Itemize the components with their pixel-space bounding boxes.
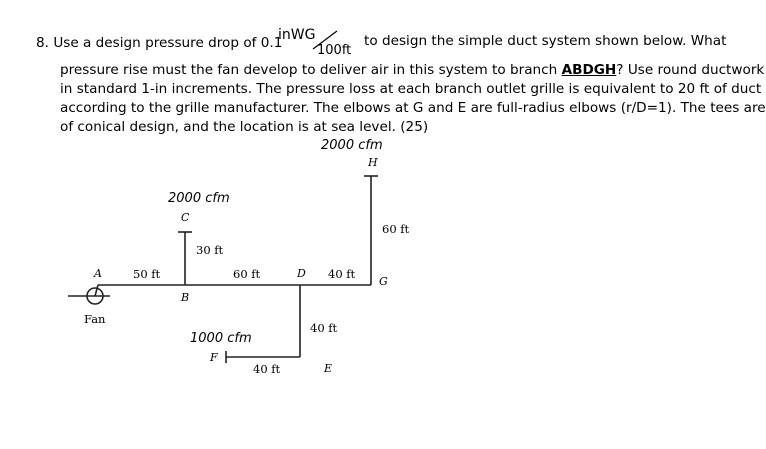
length-GH: 60 ft [382, 222, 410, 236]
node-C: C [181, 211, 190, 224]
fan-label: Fan [84, 312, 106, 326]
unit-numerator: inWG [278, 27, 316, 43]
length-BD: 60 ft [233, 267, 261, 281]
fan-symbol [68, 285, 110, 304]
branch-label: ABDGH [561, 62, 617, 78]
length-DE: 40 ft [310, 321, 338, 335]
flow-label-F: 1000 cfm [190, 331, 252, 346]
node-A: A [94, 267, 102, 280]
question-line-4: according to the grille manufacturer. The elbows at G and E are full-radius elbows (r/D=1). The tees are [60, 100, 766, 116]
question-line-1-pre: Use a design pressure drop of 0.1 [53, 35, 283, 51]
question-line-5: of conical design, and the location is at sea level. (25) [60, 119, 429, 135]
length-DG: 40 ft [328, 267, 356, 281]
node-H: H [368, 156, 378, 169]
question-line-3: in standard 1-in increments. The pressure loss at each branch outlet grille is equivalent to 20 ft of duct [60, 81, 762, 97]
length-AB: 50 ft [133, 267, 161, 281]
question-line-1-post: to design the simple duct system shown below. What [364, 33, 727, 49]
node-E: E [324, 362, 333, 375]
flow-label-C: 2000 cfm [168, 191, 230, 206]
node-G: G [379, 275, 388, 288]
node-F: F [210, 351, 218, 364]
node-B: B [181, 291, 190, 304]
length-BC: 30 ft [196, 243, 224, 257]
flow-label-H: 2000 cfm [321, 138, 383, 153]
unit-denominator: 100ft [317, 43, 352, 58]
question-number: 8. [36, 35, 49, 51]
node-D: D [297, 267, 306, 280]
question-line-2-post: ? Use round ductwork [616, 62, 765, 78]
length-EF: 40 ft [253, 362, 281, 376]
question-line-2-pre: pressure rise must the fan develop to deliver air in this system to branch [60, 62, 562, 78]
